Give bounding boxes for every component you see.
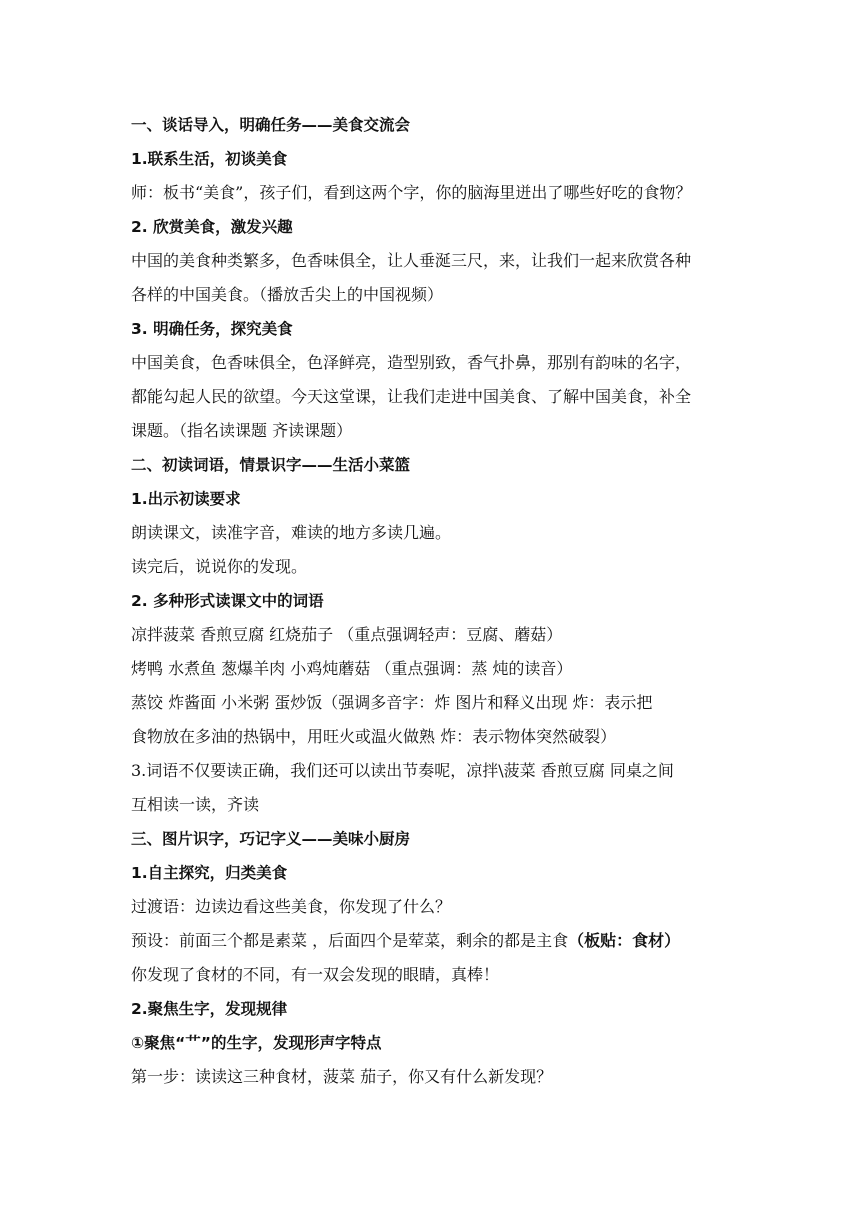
paragraph-text: 预设：前面三个都是素菜 ，后面四个是荤菜，剩余的都是主食 xyxy=(131,931,569,950)
paragraph-line: 朗读课文，读准字音，难读的地方多读几遍。 xyxy=(131,523,452,542)
subheading: 1.自主探究，归类美食 xyxy=(131,864,288,882)
subheading: 1.出示初读要求 xyxy=(131,490,241,508)
section-heading-3: 三、图片识字，巧记字义——美味小厨房 xyxy=(131,830,411,848)
paragraph-line: 3.词语不仅要读正确，我们还可以读出节奏呢，凉拌\菠菜 香煎豆腐 同桌之间 xyxy=(131,761,674,780)
paragraph-line: 都能勾起人民的欲望。今天这堂课，让我们走进中国美食、了解中国美食，补全 xyxy=(131,387,692,406)
paragraph-line: 烤鸭 水煮鱼 葱爆羊肉 小鸡炖蘑菇 （重点强调：蒸 炖的读音） xyxy=(131,659,573,678)
subheading: 3. 明确任务，探究美食 xyxy=(131,320,293,338)
subheading: 2. 多种形式读课文中的词语 xyxy=(131,592,324,610)
subheading: 1.联系生活，初谈美食 xyxy=(131,150,288,168)
paragraph-line: 课题。（指名读课题 齐读课题） xyxy=(131,421,353,440)
paragraph-line: 各样的中国美食。（播放舌尖上的中国视频） xyxy=(131,285,444,304)
paragraph-line: 第一步：读读这三种食材，菠菜 茄子，你又有什么新发现？ xyxy=(131,1067,553,1086)
paragraph-line xyxy=(131,924,735,958)
subheading: 2. 欣赏美食，激发兴趣 xyxy=(131,218,293,236)
paragraph-line: 互相读一读，齐读 xyxy=(131,795,260,814)
paragraph-line: 食物放在多油的热锅中，用旺火或温火做熟 炸：表示物体突然破裂） xyxy=(131,727,617,746)
paragraph-line: 过渡语：边读边看这些美食，你发现了什么？ xyxy=(131,897,452,916)
section-heading-1: 一、谈话导入，明确任务——美食交流会 xyxy=(131,116,411,134)
paragraph-line: 师：板书“美食”，孩子们，看到这两个字，你的脑海里迸出了哪些好吃的食物？ xyxy=(131,183,692,202)
paragraph-line: 你发现了食材的不同，有一双会发现的眼睛，真棒！ xyxy=(131,965,500,984)
document-page xyxy=(131,108,735,1094)
paragraph-line: 读完后，说说你的发现。 xyxy=(131,557,308,576)
paragraph-line: 中国美食，色香味俱全，色泽鲜亮，造型别致，香气扑鼻，那别有韵味的名字， xyxy=(131,353,692,372)
paragraph-line: 中国的美食种类繁多，色香味俱全，让人垂涎三尺，来，让我们一起来欣赏各种 xyxy=(131,251,692,270)
paragraph-line: 凉拌菠菜 香煎豆腐 红烧茄子 （重点强调轻声：豆腐、蘑菇） xyxy=(131,625,563,644)
subheading: ①聚焦“艹”的生字，发现形声字特点 xyxy=(131,1034,382,1052)
paragraph-line: 蒸饺 炸酱面 小米粥 蛋炒饭（强调多音字：炸 图片和释义出现 炸：表示把 xyxy=(131,693,653,712)
board-note: （板贴：食材） xyxy=(568,931,681,950)
subheading: 2.聚焦生字，发现规律 xyxy=(131,1000,288,1018)
section-heading-2: 二、初读词语，情景识字——生活小菜篮 xyxy=(131,456,411,474)
